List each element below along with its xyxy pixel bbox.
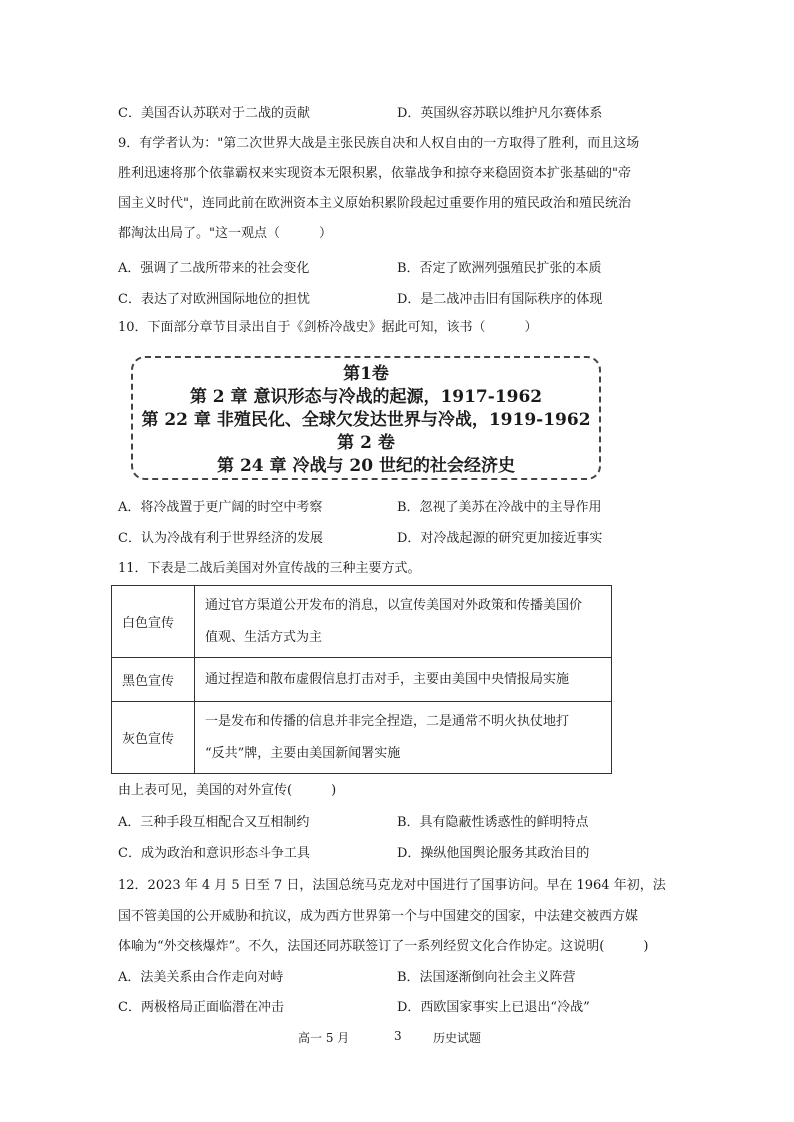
q11-followup: 由上表可见，美国的对外宣传( )	[118, 783, 337, 798]
table-row	[112, 658, 612, 702]
table-cell-description	[195, 658, 612, 702]
q12-stem-line-3: 体喻为“外交核爆炸”。不久，法国还同苏联签订了一系列经贸文化合作协定。这说明( )	[118, 939, 649, 954]
footer-page-number: 3	[394, 1029, 402, 1043]
description-line: 通过官方渠道公开发布的消息，以宣传美国对外政策和传播美国价	[205, 597, 583, 613]
description-line: 通过捏造和散布虚假信息打击对手，主要由美国中央情报局实施	[205, 671, 570, 687]
q9-option-a: A．强调了二战所带来的社会变化	[118, 261, 310, 276]
toc-chapter-22: 第 22 章 非殖民化、全球欠发达世界与冷战，1919-1962	[141, 410, 591, 430]
q11-option-c: C．成为政治和意识形态斗争工具	[118, 846, 310, 861]
q9-option-c: C．表达了对欧洲国际地位的担忧	[118, 292, 310, 307]
q9-option-b: B．否定了欧洲列强殖民扩张的本质	[397, 261, 602, 276]
table-of-contents-box	[131, 356, 601, 480]
toc-chapter-2: 第 2 章 意识形态与冷战的起源，1917-1962	[189, 387, 543, 407]
q9-stem-line-2: 胜利迅速将那个依靠霸权来实现资本无限积累，依靠战争和掠夺来稳固资本扩张基础的"帝	[118, 166, 631, 181]
q11-option-d: D．操纵他国舆论服务其政治目的	[397, 846, 590, 861]
description-line: “反共”牌，主要由美国新闻署实施	[205, 745, 401, 761]
table-cell-description	[195, 702, 612, 774]
q10-option-c: C．认为冷战有利于世界经济的发展	[118, 531, 323, 546]
q9-stem-line-3: 国主义时代"，连同此前在欧洲资本主义原始积累阶段起过重要作用的殖民政治和殖民统治	[118, 196, 631, 211]
q11-option-b: B．具有隐蔽性诱惑性的鲜明特点	[397, 815, 589, 830]
q12-stem-line-2: 国不管美国的公开威胁和抗议，成为西方世界第一个与中国建交的国家，中法建交被西方媒	[118, 909, 639, 924]
footer-grade: 高一 5 月	[298, 1031, 350, 1045]
description-line: 值观、生活方式为主	[205, 629, 323, 645]
table-row	[112, 702, 612, 774]
q8-option-d: D．英国纵容苏联以维护凡尔赛体系	[397, 106, 603, 121]
toc-chapter-24: 第 24 章 冷战与 20 世纪的社会经济史	[217, 456, 515, 476]
q12-stem-line-1: 12．2023 年 4 月 5 日至 7 日，法国总统马克龙对中国进行了国事访问。早在 1964 年初，法	[118, 878, 666, 893]
q10-stem: 10．下面部分章节目录出自于《剑桥冷战史》据此可知，该书（ ）	[118, 320, 538, 335]
q11-option-a: A．三种手段互相配合又互相制约	[118, 815, 310, 830]
q12-option-c: C．两极格局正面临潜在冲击	[118, 1000, 284, 1015]
table-cell-type: 白色宣传	[112, 586, 195, 658]
toc-volume-2: 第 2 卷	[337, 433, 395, 453]
q12-option-b: B．法国逐渐倒向社会主义阵营	[397, 970, 576, 985]
q9-stem-line-4: 都淘汰出局了。"这一观点（ ）	[118, 226, 332, 241]
q9-stem-line-1: 9．有学者认为："第二次世界大战是主张民族自决和人权自由的一方取得了胜利，而且这场	[118, 136, 640, 151]
q10-option-b: B．忽视了美苏在冷战中的主导作用	[397, 500, 602, 515]
q10-option-d: D．对冷战起源的研究更加接近事实	[397, 531, 603, 546]
toc-volume-1: 第1卷	[343, 364, 389, 384]
q11-stem: 11．下表是二战后美国对外宣传战的三种主要方式。	[118, 561, 421, 576]
table-cell-description	[195, 586, 612, 658]
q12-option-d: D．西欧国家事实上已退出“冷战”	[397, 1000, 590, 1015]
q8-option-c: C．美国否认苏联对于二战的贡献	[118, 106, 310, 121]
propaganda-table	[111, 585, 612, 774]
footer-subject: 历史试题	[433, 1031, 482, 1045]
table-cell-type: 灰色宣传	[112, 702, 195, 774]
q12-option-a: A．法美关系由合作走向对峙	[118, 970, 284, 985]
description-line: 一是发布和传播的信息并非完全捏造，二是通常不明火执仗地打	[205, 713, 570, 729]
table-row	[112, 586, 612, 658]
q10-option-a: A．将冷战置于更广阔的时空中考察	[118, 500, 323, 515]
table-cell-type: 黑色宣传	[112, 658, 195, 702]
q9-option-d: D．是二战冲击旧有国际秩序的体现	[397, 292, 603, 307]
